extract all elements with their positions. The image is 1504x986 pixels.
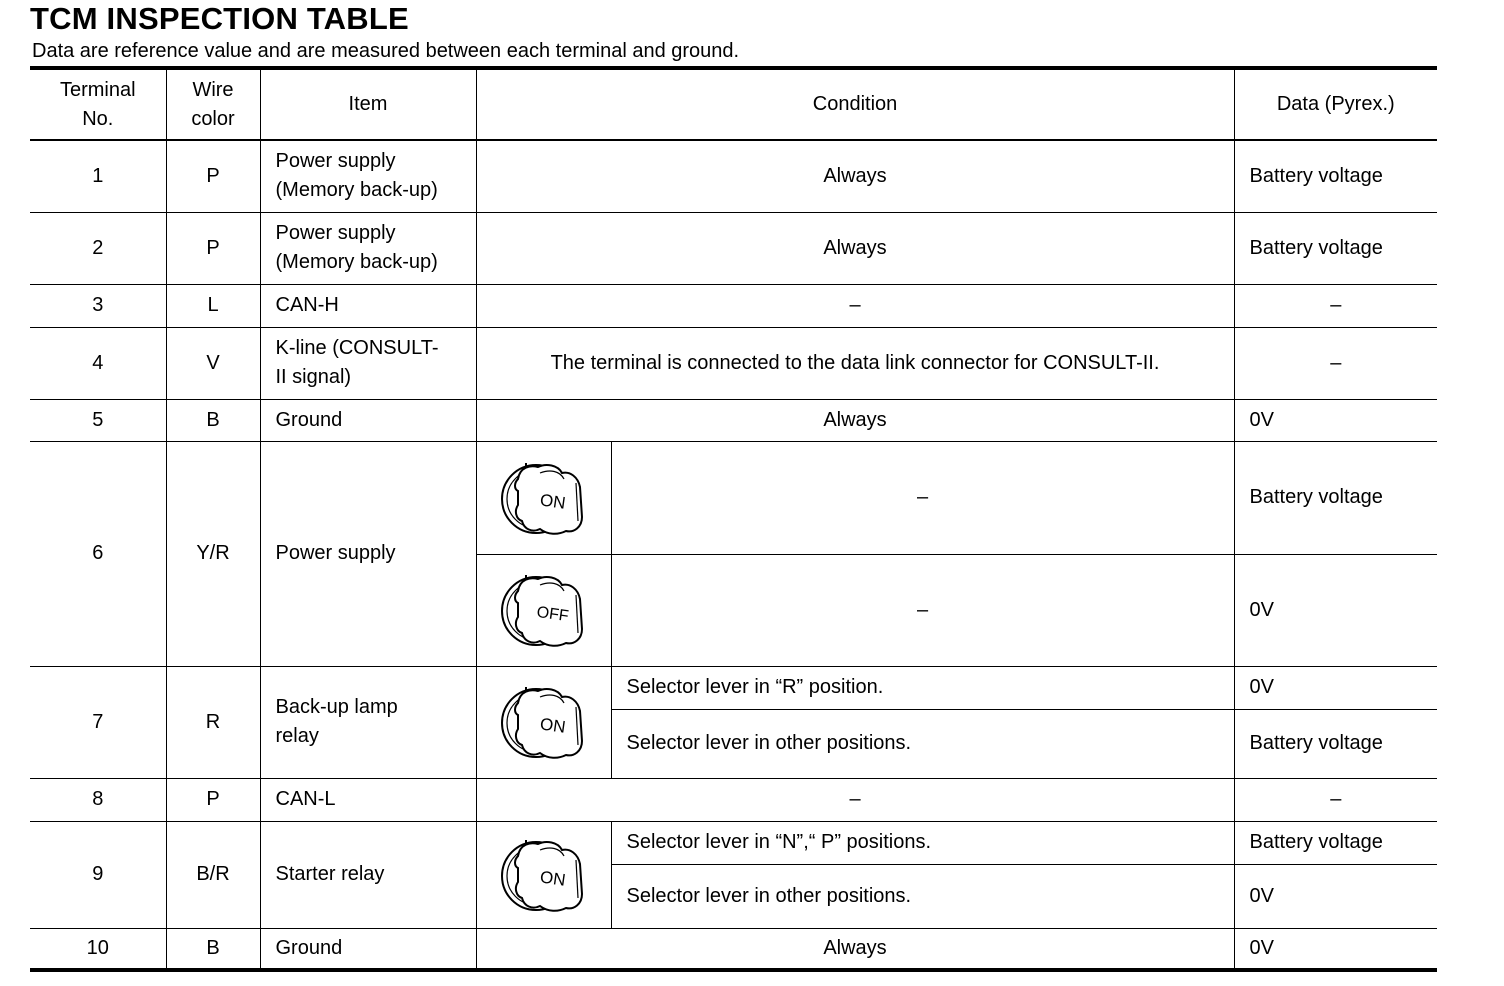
data-cell: Battery voltage <box>1234 212 1437 284</box>
data-cell: Battery voltage <box>1234 709 1437 778</box>
table-row <box>30 821 1437 864</box>
item-cell: Ground <box>260 399 476 441</box>
table-row <box>30 140 1437 212</box>
condition-cell: Always <box>476 399 1234 441</box>
terminal-cell: 2 <box>30 212 166 284</box>
svg-text:ON: ON <box>538 489 567 513</box>
condition-cell: The terminal is connected to the data link connector for CONSULT-II. <box>476 327 1234 399</box>
key-icon-cell <box>476 554 611 666</box>
svg-text:OFF: OFF <box>535 603 570 626</box>
data-cell: 0V <box>1234 554 1437 666</box>
ignition-key-off-icon <box>496 567 592 653</box>
tcm-inspection-table <box>30 66 1437 972</box>
table-row <box>30 399 1437 441</box>
data-cell: 0V <box>1234 928 1437 970</box>
ignition-key-on-icon <box>496 679 592 765</box>
wire-cell: R <box>166 666 260 778</box>
item-cell: Starter relay <box>260 821 476 928</box>
ignition-key-on-icon <box>496 455 592 541</box>
table-row <box>30 327 1437 399</box>
header-row <box>30 68 1437 140</box>
table-row <box>30 666 1437 709</box>
item-cell: CAN-H <box>260 284 476 327</box>
header-item: Item <box>260 68 476 140</box>
table-row <box>30 928 1437 970</box>
wire-cell: V <box>166 327 260 399</box>
table-row <box>30 212 1437 284</box>
condition-cell: Selector lever in “R” position. <box>611 666 1234 709</box>
item-cell: Power supply (Memory back-up) <box>260 212 476 284</box>
item-cell: Back-up lamp relay <box>260 666 476 778</box>
table-row <box>30 441 1437 554</box>
terminal-cell: 9 <box>30 821 166 928</box>
item-cell: Ground <box>260 928 476 970</box>
terminal-cell: 7 <box>30 666 166 778</box>
terminal-cell: 4 <box>30 327 166 399</box>
condition-cell: – <box>476 778 1234 821</box>
item-cell: K-line (CONSULT- II signal) <box>260 327 476 399</box>
wire-cell: P <box>166 212 260 284</box>
table-row <box>30 778 1437 821</box>
condition-cell: Selector lever in “N”,“ P” positions. <box>611 821 1234 864</box>
wire-cell: B <box>166 928 260 970</box>
data-cell: 0V <box>1234 666 1437 709</box>
terminal-cell: 5 <box>30 399 166 441</box>
wire-cell: B/R <box>166 821 260 928</box>
svg-text:ON: ON <box>538 714 567 737</box>
terminal-cell: 6 <box>30 441 166 666</box>
condition-cell: Selector lever in other positions. <box>611 864 1234 928</box>
page-title: TCM INSPECTION TABLE <box>30 1 409 36</box>
item-cell: Power supply <box>260 441 476 666</box>
key-icon-cell <box>476 666 611 778</box>
condition-cell: – <box>611 554 1234 666</box>
header-condition: Condition <box>476 68 1234 140</box>
terminal-cell: 3 <box>30 284 166 327</box>
data-cell: Battery voltage <box>1234 821 1437 864</box>
wire-cell: L <box>166 284 260 327</box>
wire-cell: P <box>166 140 260 212</box>
data-cell: Battery voltage <box>1234 441 1437 554</box>
condition-cell: – <box>476 284 1234 327</box>
data-cell: – <box>1234 327 1437 399</box>
data-cell: 0V <box>1234 399 1437 441</box>
condition-cell: – <box>611 441 1234 554</box>
ignition-key-on-icon <box>496 832 592 918</box>
condition-cell: Selector lever in other positions. <box>611 709 1234 778</box>
terminal-cell: 10 <box>30 928 166 970</box>
page-subtitle: Data are reference value and are measured between each terminal and ground. <box>32 40 740 62</box>
wire-cell: P <box>166 778 260 821</box>
condition-cell: Always <box>476 928 1234 970</box>
condition-cell: Always <box>476 212 1234 284</box>
item-cell: Power supply (Memory back-up) <box>260 140 476 212</box>
header-terminal: Terminal No. <box>30 68 166 140</box>
header-data: Data (Pyrex.) <box>1234 68 1437 140</box>
svg-text:ON: ON <box>538 866 567 890</box>
data-cell: 0V <box>1234 864 1437 928</box>
terminal-cell: 8 <box>30 778 166 821</box>
key-icon-cell <box>476 441 611 554</box>
data-cell: – <box>1234 778 1437 821</box>
condition-cell: Always <box>476 140 1234 212</box>
header-wire-color: Wire color <box>166 68 260 140</box>
key-icon-cell <box>476 821 611 928</box>
terminal-cell: 1 <box>30 140 166 212</box>
data-cell: Battery voltage <box>1234 140 1437 212</box>
wire-cell: B <box>166 399 260 441</box>
wire-cell: Y/R <box>166 441 260 666</box>
table-row <box>30 284 1437 327</box>
item-cell: CAN-L <box>260 778 476 821</box>
data-cell: – <box>1234 284 1437 327</box>
